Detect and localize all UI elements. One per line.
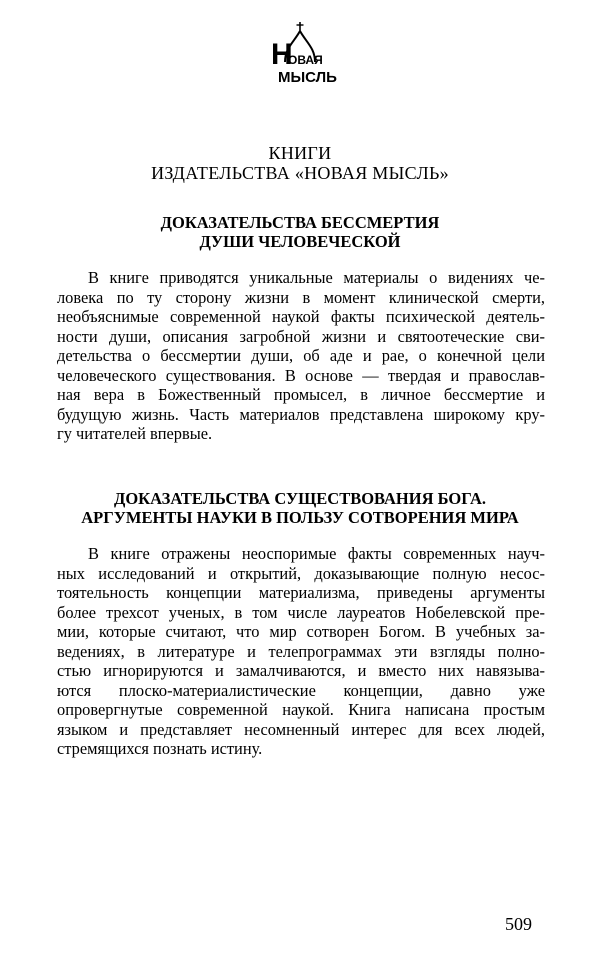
description-line: ведениях, в литературе и телепрограммах эти взгляды полно- [57,641,545,661]
description-line: стремящихся познать истину. [57,739,263,758]
description-line: ных исследований и открытий, доказывающие полную несос- [57,563,545,583]
book-title-line: ДОКАЗАТЕЛЬСТВА БЕССМЕРТИЯ [160,213,440,232]
description-line: тоятельность концепции материализма, приведены аргументы [57,583,545,602]
logo-initial: Н [271,38,293,71]
catalog-heading [0,143,600,183]
book-description [57,268,545,444]
description-line: будущую жизнь. Часть материалов представлена широкому кру- [57,404,545,424]
book-title-line: АРГУМЕНТЫ НАУКИ В ПОЛЬЗУ СОТВОРЕНИЯ МИРА [81,508,519,527]
page-number: 509 [505,914,532,934]
catalog-heading-line-2: ИЗДАТЕЛЬСТВА «НОВАЯ МЫСЛЬ» [151,163,449,183]
description-line: В книге приводятся уникальные материалы о видениях че- [88,268,545,287]
description-line: ная вера в Божественный промысел, в личное бессмертие и [57,385,545,404]
description-line: ются плоско-материалистические концепции, давно уже [57,680,545,700]
description-line: детельства о бессмертии души, об аде и рае, о конечной цели [57,346,545,365]
book-title [40,489,560,527]
description-line: ловека по ту сторону жизни в момент клинической смерти, [57,287,545,307]
logo-word-1: ОВАЯ [288,53,323,67]
description-line: более трехсот ученых, в том числе лауреатов Нобелевской пре- [57,602,545,622]
book-title-line: ДУШИ ЧЕЛОВЕЧЕСКОЙ [199,232,401,251]
book-title [40,213,560,251]
description-line: необъяснимые современной наукой факты психической деятель- [57,307,545,326]
description-line: языком и представляет несомненный интерес для всех людей, [57,719,545,739]
description-line: мии, которые считают, что мир сотворен Богом. В учебных за- [57,622,545,641]
description-line: ности души, описания загробной жизни и святоотеческие сви- [57,326,545,346]
publisher-logo [268,22,337,94]
description-line: человеческого существования. В основе — твердая и православ- [57,365,545,385]
book-title-line: ДОКАЗАТЕЛЬСТВА СУЩЕСТВОВАНИЯ БОГА. [114,489,486,508]
description-line: опровергнутые современной наукой. Книга написана простым [57,700,545,719]
book-description [57,544,545,759]
logo-word-2: МЫСЛЬ [278,69,337,86]
description-line: гу читателей впервые. [57,424,213,443]
description-line: стью игнорируются и замалчиваются, и вместо них навязыва- [57,661,545,680]
description-line: В книге отражены неоспоримые факты современных науч- [88,544,545,563]
catalog-heading-line-1: КНИГИ [268,143,332,163]
